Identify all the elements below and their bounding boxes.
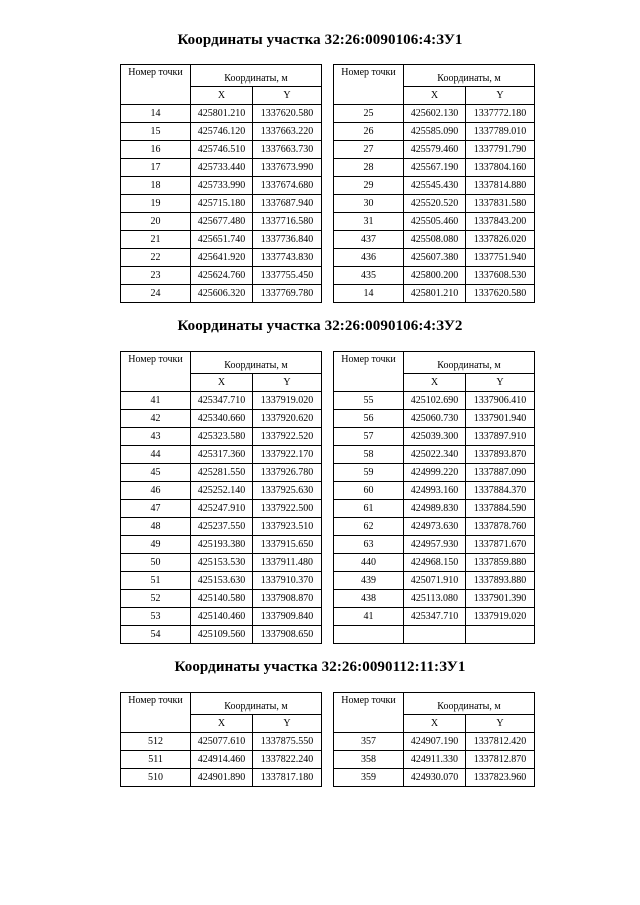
point-number-cell: 54	[121, 626, 191, 644]
table-row	[121, 464, 322, 482]
table-row	[334, 769, 535, 787]
point-number-cell: 45	[121, 464, 191, 482]
section-2-right-table	[333, 351, 535, 644]
point-number-cell: 53	[121, 608, 191, 626]
x-coordinate-cell: 425733.990	[191, 177, 253, 195]
y-coordinate-cell: 1337893.870	[465, 446, 534, 464]
x-coordinate-cell: 425140.460	[191, 608, 253, 626]
x-coordinate-cell: 425193.380	[191, 536, 253, 554]
table-row	[121, 518, 322, 536]
y-coordinate-cell: 1337908.650	[252, 626, 321, 644]
table-row	[121, 751, 322, 769]
point-number-cell: 62	[334, 518, 404, 536]
x-coordinate-cell: 425677.480	[191, 213, 253, 231]
x-coordinate-cell: 424930.070	[404, 769, 466, 787]
y-coordinate-cell: 1337736.840	[252, 231, 321, 249]
table-row	[334, 213, 535, 231]
table-row	[121, 285, 322, 303]
y-coordinate-cell: 1337884.370	[465, 482, 534, 500]
x-coordinate-cell: 425801.210	[191, 105, 253, 123]
point-number-cell: 24	[121, 285, 191, 303]
y-coordinate-cell: 1337620.580	[465, 285, 534, 303]
y-coordinate-cell: 1337920.620	[252, 410, 321, 428]
x-coordinate-cell: 424968.150	[404, 554, 466, 572]
coordinates-header: Координаты, м	[191, 65, 322, 87]
table-row	[334, 410, 535, 428]
point-number-cell: 29	[334, 177, 404, 195]
y-coordinate-cell: 1337673.990	[252, 159, 321, 177]
point-number-cell: 31	[334, 213, 404, 231]
x-coordinate-cell: 425733.440	[191, 159, 253, 177]
x-coordinate-cell: 424989.830	[404, 500, 466, 518]
point-number-cell: 357	[334, 733, 404, 751]
y-coordinate-cell: 1337909.840	[252, 608, 321, 626]
y-coordinate-cell: 1337919.020	[465, 608, 534, 626]
table-row	[334, 464, 535, 482]
y-coordinate-cell: 1337687.940	[252, 195, 321, 213]
point-number-cell: 46	[121, 482, 191, 500]
x-header: X	[191, 715, 253, 733]
point-number-header: Номер точки	[334, 65, 404, 105]
y-coordinate-cell: 1337915.650	[252, 536, 321, 554]
x-coordinate-cell: 425113.080	[404, 590, 466, 608]
x-coordinate-cell: 425801.210	[404, 285, 466, 303]
x-coordinate-cell: 425022.340	[404, 446, 466, 464]
point-number-cell: 56	[334, 410, 404, 428]
table-row	[121, 733, 322, 751]
table-row	[121, 392, 322, 410]
y-coordinate-cell: 1337755.450	[252, 267, 321, 285]
table-row	[334, 123, 535, 141]
section-3-left-table	[120, 692, 322, 787]
coordinates-header: Координаты, м	[191, 352, 322, 374]
section-3-title: Координаты участка 32:26:0090112:11:ЗУ1	[174, 659, 466, 675]
table-row	[121, 105, 322, 123]
table-row	[121, 177, 322, 195]
coordinates-header: Координаты, м	[404, 693, 535, 715]
y-coordinate-cell: 1337804.160	[465, 159, 534, 177]
table-row	[121, 769, 322, 787]
y-coordinate-cell: 1337843.200	[465, 213, 534, 231]
point-number-cell: 26	[334, 123, 404, 141]
table-row	[334, 500, 535, 518]
x-coordinate-cell: 425140.580	[191, 590, 253, 608]
y-header: Y	[465, 374, 534, 392]
y-coordinate-cell: 1337716.580	[252, 213, 321, 231]
y-coordinate-cell: 1337814.880	[465, 177, 534, 195]
table-row	[121, 195, 322, 213]
y-coordinate-cell: 1337884.590	[465, 500, 534, 518]
table-row	[121, 231, 322, 249]
y-coordinate-cell: 1337901.390	[465, 590, 534, 608]
point-number-cell: 510	[121, 769, 191, 787]
point-number-cell: 436	[334, 249, 404, 267]
y-coordinate-cell: 1337911.480	[252, 554, 321, 572]
y-header: Y	[252, 715, 321, 733]
table-row	[334, 482, 535, 500]
point-number-cell: 358	[334, 751, 404, 769]
point-number-cell	[334, 626, 404, 644]
y-coordinate-cell: 1337822.240	[252, 751, 321, 769]
point-number-cell: 17	[121, 159, 191, 177]
table-row	[334, 141, 535, 159]
y-coordinate-cell: 1337663.730	[252, 141, 321, 159]
y-coordinate-cell: 1337812.870	[465, 751, 534, 769]
table-row	[334, 590, 535, 608]
y-coordinate-cell: 1337919.020	[252, 392, 321, 410]
x-coordinate-cell: 425153.630	[191, 572, 253, 590]
table-row	[334, 195, 535, 213]
y-coordinate-cell: 1337831.580	[465, 195, 534, 213]
point-number-cell: 59	[334, 464, 404, 482]
y-coordinate-cell: 1337812.420	[465, 733, 534, 751]
x-coordinate-cell: 425153.530	[191, 554, 253, 572]
x-coordinate-cell: 425508.080	[404, 231, 466, 249]
point-number-cell: 512	[121, 733, 191, 751]
x-coordinate-cell: 424914.460	[191, 751, 253, 769]
y-header: Y	[465, 715, 534, 733]
point-number-cell: 21	[121, 231, 191, 249]
point-number-cell: 437	[334, 231, 404, 249]
table-row	[334, 733, 535, 751]
table-row	[121, 249, 322, 267]
y-coordinate-cell: 1337859.880	[465, 554, 534, 572]
x-coordinate-cell: 425746.120	[191, 123, 253, 141]
x-coordinate-cell: 425520.520	[404, 195, 466, 213]
x-coordinate-cell: 425624.760	[191, 267, 253, 285]
point-number-cell: 41	[334, 608, 404, 626]
point-number-header: Номер точки	[121, 693, 191, 733]
x-coordinate-cell: 425746.510	[191, 141, 253, 159]
point-number-cell: 42	[121, 410, 191, 428]
x-coordinate-cell: 425317.360	[191, 446, 253, 464]
table-row	[334, 518, 535, 536]
point-number-cell: 47	[121, 500, 191, 518]
section-2-left-table	[120, 351, 322, 644]
table-row	[121, 626, 322, 644]
x-coordinate-cell: 425607.380	[404, 249, 466, 267]
table-row	[121, 267, 322, 285]
x-coordinate-cell: 425281.550	[191, 464, 253, 482]
table-row	[334, 392, 535, 410]
point-number-cell: 60	[334, 482, 404, 500]
x-coordinate-cell: 425109.560	[191, 626, 253, 644]
y-coordinate-cell: 1337826.020	[465, 231, 534, 249]
point-number-cell: 435	[334, 267, 404, 285]
point-number-cell: 30	[334, 195, 404, 213]
x-coordinate-cell: 425606.320	[191, 285, 253, 303]
table-row	[121, 123, 322, 141]
y-coordinate-cell: 1337875.550	[252, 733, 321, 751]
point-number-cell: 41	[121, 392, 191, 410]
table-row	[334, 105, 535, 123]
section-1-left-table	[120, 64, 322, 303]
y-coordinate-cell: 1337925.630	[252, 482, 321, 500]
point-number-cell: 27	[334, 141, 404, 159]
x-coordinate-cell: 425252.140	[191, 482, 253, 500]
x-coordinate-cell: 425715.180	[191, 195, 253, 213]
table-row	[334, 267, 535, 285]
table-row	[334, 536, 535, 554]
table-row	[121, 482, 322, 500]
x-header: X	[191, 374, 253, 392]
x-coordinate-cell: 424911.330	[404, 751, 466, 769]
y-coordinate-cell: 1337663.220	[252, 123, 321, 141]
x-coordinate-cell: 425651.740	[191, 231, 253, 249]
table-row	[121, 446, 322, 464]
table-row	[334, 626, 535, 644]
table-row	[334, 249, 535, 267]
table-row	[121, 159, 322, 177]
point-number-cell: 50	[121, 554, 191, 572]
y-coordinate-cell: 1337789.010	[465, 123, 534, 141]
x-coordinate-cell: 425071.910	[404, 572, 466, 590]
x-coordinate-cell	[404, 626, 466, 644]
point-number-cell: 440	[334, 554, 404, 572]
table-row	[121, 141, 322, 159]
point-number-cell: 61	[334, 500, 404, 518]
coordinates-header: Координаты, м	[404, 65, 535, 87]
y-coordinate-cell: 1337743.830	[252, 249, 321, 267]
point-number-cell: 28	[334, 159, 404, 177]
point-number-cell: 25	[334, 105, 404, 123]
table-row	[334, 285, 535, 303]
table-row	[121, 410, 322, 428]
x-coordinate-cell: 425800.200	[404, 267, 466, 285]
table-row	[121, 500, 322, 518]
y-coordinate-cell	[465, 626, 534, 644]
point-number-cell: 16	[121, 141, 191, 159]
x-coordinate-cell: 425102.690	[404, 392, 466, 410]
section-3-right-table	[333, 692, 535, 787]
table-row	[334, 446, 535, 464]
y-coordinate-cell: 1337922.500	[252, 500, 321, 518]
point-number-cell: 63	[334, 536, 404, 554]
y-coordinate-cell: 1337878.760	[465, 518, 534, 536]
table-row	[121, 536, 322, 554]
point-number-cell: 43	[121, 428, 191, 446]
y-coordinate-cell: 1337922.520	[252, 428, 321, 446]
point-number-header: Номер точки	[334, 693, 404, 733]
point-number-cell: 19	[121, 195, 191, 213]
point-number-cell: 58	[334, 446, 404, 464]
x-coordinate-cell: 425579.460	[404, 141, 466, 159]
x-header: X	[404, 374, 466, 392]
point-number-cell: 44	[121, 446, 191, 464]
x-coordinate-cell: 425641.920	[191, 249, 253, 267]
table-row	[334, 608, 535, 626]
table-row	[334, 231, 535, 249]
x-coordinate-cell: 424973.630	[404, 518, 466, 536]
table-row	[334, 572, 535, 590]
point-number-cell: 14	[334, 285, 404, 303]
point-number-cell: 20	[121, 213, 191, 231]
table-row	[334, 159, 535, 177]
x-coordinate-cell: 425585.090	[404, 123, 466, 141]
x-coordinate-cell: 425602.130	[404, 105, 466, 123]
point-number-cell: 22	[121, 249, 191, 267]
point-number-cell: 52	[121, 590, 191, 608]
y-coordinate-cell: 1337674.680	[252, 177, 321, 195]
coordinates-header: Координаты, м	[191, 693, 322, 715]
x-coordinate-cell: 425505.460	[404, 213, 466, 231]
point-number-cell: 55	[334, 392, 404, 410]
section-1-right-table	[333, 64, 535, 303]
x-coordinate-cell: 424993.160	[404, 482, 466, 500]
table-row	[121, 554, 322, 572]
y-coordinate-cell: 1337887.090	[465, 464, 534, 482]
point-number-cell: 49	[121, 536, 191, 554]
point-number-cell: 439	[334, 572, 404, 590]
table-row	[334, 554, 535, 572]
point-number-cell: 18	[121, 177, 191, 195]
x-coordinate-cell: 425340.660	[191, 410, 253, 428]
y-coordinate-cell: 1337871.670	[465, 536, 534, 554]
section-1-title: Координаты участка 32:26:0090106:4:ЗУ1	[177, 32, 463, 48]
y-coordinate-cell: 1337791.790	[465, 141, 534, 159]
point-number-header: Номер точки	[121, 65, 191, 105]
table-row	[334, 428, 535, 446]
y-coordinate-cell: 1337772.180	[465, 105, 534, 123]
point-number-cell: 14	[121, 105, 191, 123]
point-number-header: Номер точки	[121, 352, 191, 392]
y-coordinate-cell: 1337769.780	[252, 285, 321, 303]
x-coordinate-cell: 425323.580	[191, 428, 253, 446]
y-coordinate-cell: 1337922.170	[252, 446, 321, 464]
table-row	[121, 608, 322, 626]
table-row	[121, 213, 322, 231]
table-row	[334, 751, 535, 769]
x-coordinate-cell: 425039.300	[404, 428, 466, 446]
point-number-cell: 438	[334, 590, 404, 608]
y-coordinate-cell: 1337897.910	[465, 428, 534, 446]
y-header: Y	[465, 87, 534, 105]
x-coordinate-cell: 424901.890	[191, 769, 253, 787]
x-coordinate-cell: 425237.550	[191, 518, 253, 536]
point-number-header: Номер точки	[334, 352, 404, 392]
table-row	[121, 590, 322, 608]
x-coordinate-cell: 425347.710	[404, 608, 466, 626]
x-coordinate-cell: 425545.430	[404, 177, 466, 195]
point-number-cell: 359	[334, 769, 404, 787]
y-coordinate-cell: 1337901.940	[465, 410, 534, 428]
x-coordinate-cell: 424907.190	[404, 733, 466, 751]
section-2-title: Координаты участка 32:26:0090106:4:ЗУ2	[177, 318, 463, 334]
point-number-cell: 511	[121, 751, 191, 769]
point-number-cell: 57	[334, 428, 404, 446]
x-coordinate-cell: 425077.610	[191, 733, 253, 751]
x-header: X	[404, 715, 466, 733]
y-coordinate-cell: 1337910.370	[252, 572, 321, 590]
point-number-cell: 15	[121, 123, 191, 141]
y-coordinate-cell: 1337893.880	[465, 572, 534, 590]
coordinates-header: Координаты, м	[404, 352, 535, 374]
point-number-cell: 48	[121, 518, 191, 536]
x-coordinate-cell: 425347.710	[191, 392, 253, 410]
table-row	[121, 428, 322, 446]
x-header: X	[404, 87, 466, 105]
table-row	[121, 572, 322, 590]
y-coordinate-cell: 1337923.510	[252, 518, 321, 536]
y-header: Y	[252, 374, 321, 392]
y-coordinate-cell: 1337817.180	[252, 769, 321, 787]
y-coordinate-cell: 1337608.530	[465, 267, 534, 285]
x-coordinate-cell: 425567.190	[404, 159, 466, 177]
y-coordinate-cell: 1337926.780	[252, 464, 321, 482]
y-coordinate-cell: 1337823.960	[465, 769, 534, 787]
point-number-cell: 51	[121, 572, 191, 590]
x-coordinate-cell: 424999.220	[404, 464, 466, 482]
x-coordinate-cell: 425060.730	[404, 410, 466, 428]
y-coordinate-cell: 1337908.870	[252, 590, 321, 608]
x-header: X	[191, 87, 253, 105]
y-coordinate-cell: 1337906.410	[465, 392, 534, 410]
y-coordinate-cell: 1337620.580	[252, 105, 321, 123]
x-coordinate-cell: 425247.910	[191, 500, 253, 518]
x-coordinate-cell: 424957.930	[404, 536, 466, 554]
y-coordinate-cell: 1337751.940	[465, 249, 534, 267]
point-number-cell: 23	[121, 267, 191, 285]
table-row	[334, 177, 535, 195]
y-header: Y	[252, 87, 321, 105]
